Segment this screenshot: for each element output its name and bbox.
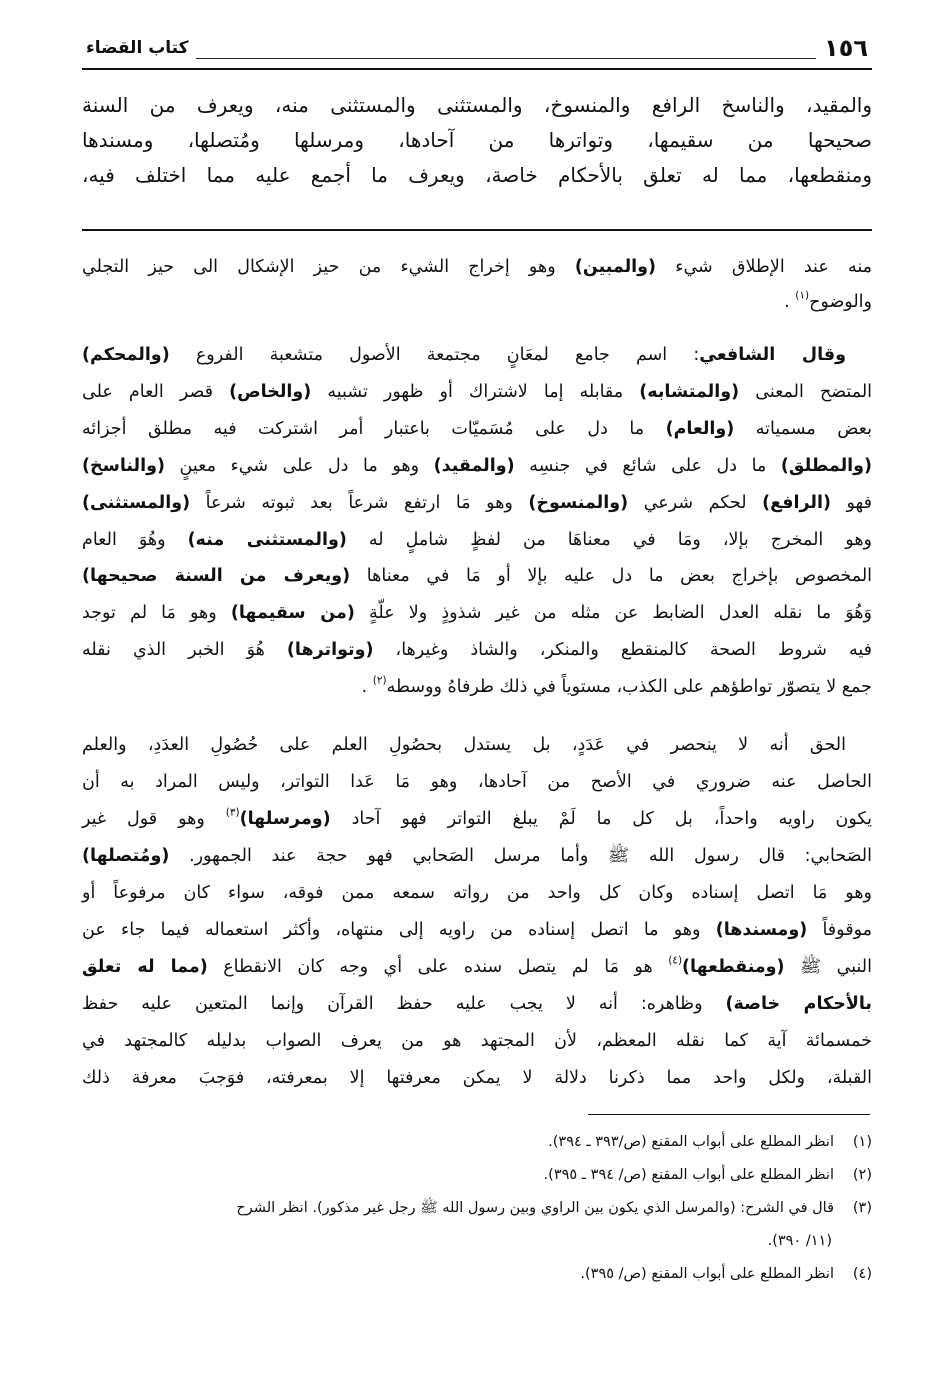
running-title: كتاب القضاء: [86, 38, 189, 58]
text-segment: ومنقطعها، مما له تعلق بالأحكام خاصة، ويعرف ما أجمع عليه مما اختلف فيه،: [82, 163, 872, 187]
footnote-reference: (٤): [668, 954, 683, 967]
bold-term: (ومسندها): [715, 920, 808, 940]
text-segment: : اسم جامع لمعَانٍ مجتمعة الأصول متشعبة الفروع: [169, 345, 700, 365]
page-number: ١٥٦: [824, 34, 868, 62]
bold-term: (والمبين): [574, 257, 657, 277]
text-segment: النبي ﷺ: [784, 957, 873, 977]
text-segment: انظر المطلع على أبواب المقنع (ص/ ٣٩٥).: [580, 1266, 834, 1282]
main-text: [82, 88, 872, 193]
bold-term: (والمقيد): [433, 455, 515, 476]
text-segment: والمقيد، والناسخ الرافع والمنسوخ، والمستثنى والمستثنى منه، ويعرف من السنة: [82, 93, 872, 117]
text-segment: مقابله إما لاشتراك أو ظهور تشبيه: [311, 381, 640, 402]
footnote-reference: (٢): [372, 674, 387, 687]
bold-term: (من سقيمها): [230, 603, 355, 624]
text-segment: الحق أنه لا ينحصر في عَدَدٍ، بل يستدل بحصُولِ العلم على حُصُولِ العدَدِ، والعلم: [82, 735, 846, 755]
bold-term: وقال الشافعي: [699, 345, 846, 365]
footnote-line: [82, 1192, 872, 1225]
text-segment: هُوَ الخبر الذي نقله: [82, 640, 287, 661]
text-line: [82, 764, 872, 801]
text-segment: انظر المطلع على أبواب المقنع (ص/٣٩٣ ـ ٣٩٤).: [548, 1134, 834, 1150]
bold-term: (ومنقطعها): [682, 957, 785, 977]
footnote-number: (٢): [852, 1167, 872, 1183]
text-segment: الحاصل عنه ضروري في الأصح من آحادها، وهو مَا عَدا التواتر، وليس المراد به أن: [82, 772, 872, 792]
text-line: [82, 838, 872, 875]
text-line: [82, 949, 872, 986]
text-segment: القبلة، ولكل واحد مما ذكرنا دلالة لا يمكن معرفتها إلا بمعرفته، فوَجبَ معرفة ذلك: [82, 1068, 872, 1088]
header-rule-thin: [196, 58, 816, 59]
text-line: [82, 986, 872, 1023]
footnote-line: [82, 1126, 872, 1159]
text-segment: يكون راويه واحداً، بل كل ما لَمْ يبلغ التواتر فهو آحاد: [330, 809, 872, 829]
bold-term: (ومرسلها): [239, 809, 331, 829]
text-segment: وَهُوَ ما نقله العدل الضابط عن مثله من غير شذوذٍ ولا علّةٍ: [354, 603, 872, 624]
text-line: [82, 411, 872, 448]
bold-term: (مما له تعلق: [82, 957, 208, 977]
footnote-number: (١): [852, 1134, 872, 1150]
bold-term: (والمستثنى منه): [187, 529, 347, 550]
text-line: [82, 123, 872, 158]
text-segment: بعض مسمياته: [734, 418, 872, 439]
text-segment: الصَحابي: قال رسول الله ﷺ وأما مرسل الصَحابي فهو حجة عند الجمهور.: [169, 846, 872, 866]
text-segment: انظر المطلع على أبواب المقنع (ص/ ٣٩٤ ـ ٣٩٥).: [543, 1167, 834, 1183]
bold-term: (ومُتصلها): [82, 846, 170, 866]
bold-term: (والناسخ): [82, 455, 165, 476]
text-segment: المتضح المعنى: [739, 381, 873, 402]
text-line: [82, 558, 872, 595]
text-line: [82, 158, 872, 193]
text-segment: لحكم شرعي: [628, 492, 763, 513]
text-segment: وظاهره: أنه لا يجب عليه حفظ القرآن وإنما المتعين عليه حفظ: [82, 994, 726, 1014]
text-segment: وهو ما دل على شيء معينٍ: [164, 455, 434, 476]
text-commentary-separator: [82, 229, 872, 231]
bold-term: (ويعرف من السنة صحيحها): [82, 566, 351, 587]
text-line: [82, 669, 872, 706]
text-segment: .: [361, 677, 373, 698]
footnote-reference: (٣): [225, 806, 240, 819]
text-segment: والوضوح: [809, 292, 872, 312]
text-segment: وهو مَا لم توجد: [82, 603, 231, 624]
footnote-line: [82, 1159, 872, 1192]
text-segment: صحيحها من سقيمها، وتواترها من آحادها، ومرسلها ومُتصلها، ومسندها: [82, 128, 872, 152]
text-segment: قال في الشرح: (والمرسل الذي يكون بين الراوي وبين رسول الله ﷺ رجل غير مذكور). انظر الشرح: [236, 1200, 834, 1216]
bold-term: (والمطلق): [780, 455, 873, 476]
text-line: [82, 448, 872, 485]
header-rule: [82, 68, 872, 70]
text-segment: وهو مَا ارتفع شرعاً بعد ثبوته شرعاً: [190, 492, 529, 513]
text-line: [82, 337, 872, 374]
text-line: [82, 595, 872, 632]
footnote-line: [82, 1225, 872, 1258]
footnote-line: [82, 1258, 872, 1291]
bold-term: بالأحكام خاصة): [725, 994, 872, 1014]
commentary-paragraph-1: [82, 250, 872, 320]
bold-term: (والمنسوخ): [528, 492, 629, 513]
text-segment: وهو مَا اتصل إسناده وكان كل واحد من رواته سمعه ممن فوقه، سواء كان مرفوعاً أو: [82, 883, 872, 903]
text-segment: منه عند الإطلاق شيء: [656, 257, 872, 277]
bold-term: (الرافع): [762, 492, 831, 513]
text-line: [82, 875, 872, 912]
text-segment: ما دل على شائع في جنسِه: [514, 455, 781, 476]
text-line: [82, 1023, 872, 1060]
text-segment: وهُوَ العام: [82, 529, 188, 550]
text-line: [82, 250, 872, 285]
text-segment: جمع لا يتصوّر تواطؤهم على الكذب، مستوياً في ذلك طرفاهُ ووسطه: [386, 677, 872, 698]
bold-term: (والمتشابه): [639, 381, 740, 402]
footnote-reference: (١): [795, 289, 810, 302]
text-line: [82, 485, 872, 522]
text-segment: هو مَا لم يتصل سنده على أي وجه كان الانقطاع: [207, 957, 669, 977]
text-segment: وهو ما اتصل إسناده من راويه إلى منتهاه، وأكثر استعماله فيما جاء عن: [82, 920, 716, 940]
commentary-paragraph-2: [82, 337, 872, 706]
text-line: [82, 374, 872, 411]
text-segment: وهو قول غير: [82, 809, 226, 829]
footnotes: [82, 1126, 872, 1291]
text-segment: خمسمائة آية كما نقله المعظم، لأن المجتهد هو من يعرف الصواب بدليله كالمجتهد في: [82, 1031, 872, 1051]
text-line: [82, 801, 872, 838]
footnote-number: (٣): [852, 1200, 872, 1216]
bold-term: (والخاص): [229, 381, 312, 402]
text-segment: .: [784, 292, 796, 312]
text-segment: قصر العام على: [82, 381, 230, 402]
footnote-number: (٤): [852, 1266, 872, 1282]
text-segment: فيه شروط الصحة كالمنقطع والمنكر، والشاذ وغيرها،: [373, 640, 872, 661]
text-line: [82, 285, 872, 320]
text-segment: وهو المخرج بإلا، ومَا في معناهَا من لفظٍ شاملٍ له: [346, 529, 872, 550]
text-line: [82, 88, 872, 123]
bold-term: (والعام): [665, 418, 735, 439]
text-segment: ما دل على مُسَميّات باعتبار أمر اشتركت فيه مطلق أجزائه: [82, 418, 666, 439]
text-segment: وهو إخراج الشيء من حيز الإشكال الى حيز التجلي: [82, 257, 575, 277]
commentary-paragraph-3: [82, 727, 872, 1097]
bold-term: (وتواترها): [286, 640, 374, 661]
bold-term: (والمحكم): [82, 345, 170, 365]
text-segment: (١١/ ٣٩٠).: [767, 1233, 832, 1249]
text-line: [82, 727, 872, 764]
text-line: [82, 1060, 872, 1097]
text-segment: المخصوص بإخراج بعض ما دل عليه بإلا أو مَا في معناها: [350, 566, 873, 587]
bold-term: (والمستثنى): [82, 492, 191, 513]
text-line: [82, 632, 872, 669]
text-line: [82, 522, 872, 559]
text-segment: فهو: [830, 492, 872, 513]
text-line: [82, 912, 872, 949]
footnote-rule: [588, 1114, 870, 1115]
text-segment: موقوفاً: [807, 920, 872, 940]
